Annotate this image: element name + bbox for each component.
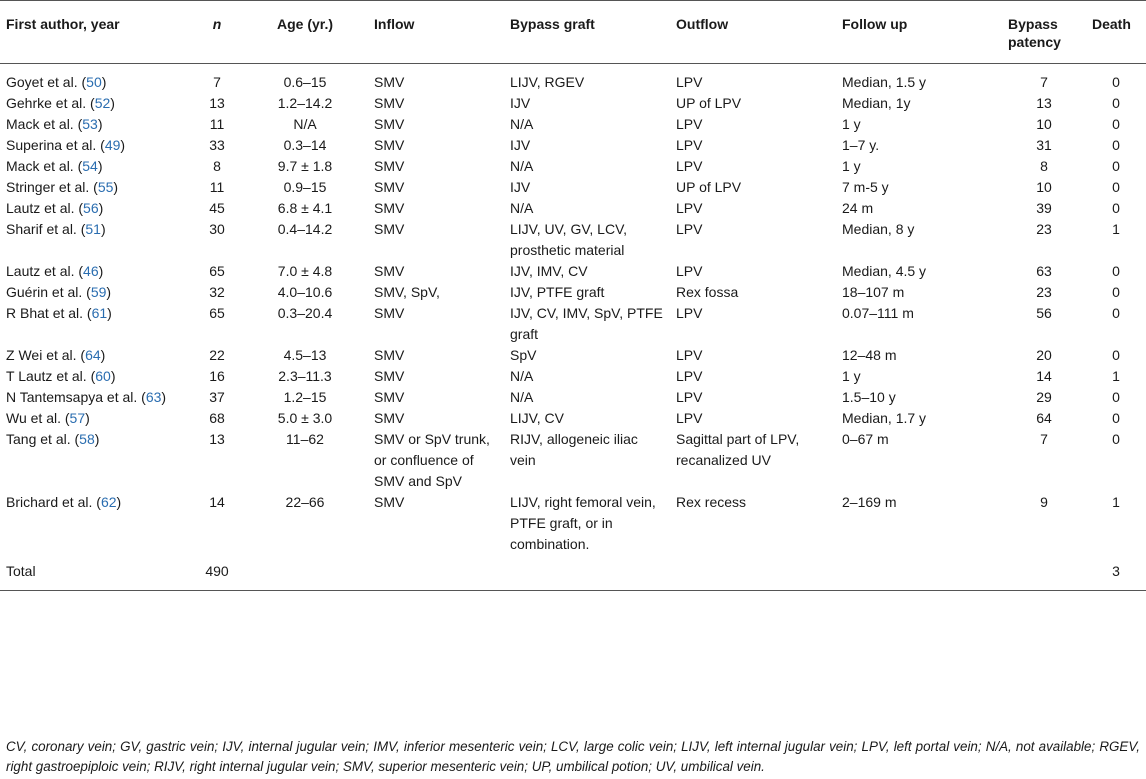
- cell-patency: 7: [1040, 431, 1048, 447]
- cell-author: [0, 93, 192, 114]
- table-row: [0, 387, 1146, 408]
- cell-follow-up: 18–107 m: [842, 284, 905, 300]
- cell-death: 0: [1112, 347, 1120, 363]
- cell-inflow: SMV: [374, 389, 405, 405]
- author-close-paren: ): [110, 368, 116, 384]
- cell-age: 6.8 ± 4.1: [277, 200, 333, 216]
- cell-patency: 23: [1036, 284, 1052, 300]
- table-row: [0, 156, 1146, 177]
- cell-outflow: LPV: [676, 158, 703, 174]
- cell-graft: RIJV, allogeneic iliac vein: [510, 431, 638, 468]
- cell-follow-up: 1–7 y.: [842, 137, 880, 153]
- cell-follow-up: 1 y: [842, 368, 861, 384]
- cell-n: 65: [209, 305, 225, 321]
- cell-inflow: SMV: [374, 158, 405, 174]
- header-inflow: Inflow: [374, 16, 415, 32]
- reference-link[interactable]: 57: [69, 410, 86, 426]
- cell-death: 0: [1112, 389, 1120, 405]
- cell-n: 11: [209, 179, 225, 195]
- cell-graft: N/A: [510, 116, 534, 132]
- cell-patency: 39: [1036, 200, 1052, 216]
- reference-link[interactable]: 52: [94, 95, 111, 111]
- header-n: n: [212, 16, 222, 32]
- cell-age: 0.6–15: [283, 74, 327, 90]
- table-row: [0, 261, 1146, 282]
- cell-inflow: SMV: [374, 347, 405, 363]
- cell-outflow: UP of LPV: [676, 179, 742, 195]
- total-row: [0, 555, 1146, 591]
- cell-outflow: Sagittal part of LPV, recanalized UV: [676, 431, 800, 468]
- cell-graft: N/A: [510, 158, 534, 174]
- cell-graft: IJV, PTFE graft: [510, 284, 605, 300]
- table-row: [0, 93, 1146, 114]
- cell-outflow: LPV: [676, 137, 703, 153]
- table-row: [0, 408, 1146, 429]
- cell-age: 5.0 ± 3.0: [277, 410, 333, 426]
- table-row: [0, 303, 1146, 345]
- cell-death: 1: [1112, 368, 1120, 384]
- cell-outflow: UP of LPV: [676, 95, 742, 111]
- cell-follow-up: 24 m: [842, 200, 874, 216]
- total-label: Total: [6, 563, 36, 579]
- cell-follow-up: Median, 1y: [842, 95, 911, 111]
- reference-link[interactable]: 64: [85, 347, 101, 363]
- cell-n: 37: [209, 389, 225, 405]
- reference-link[interactable]: 59: [90, 284, 107, 300]
- cell-death: 0: [1112, 263, 1120, 279]
- total-death: 3: [1112, 563, 1120, 579]
- reference-link[interactable]: 55: [97, 179, 114, 195]
- table-row: [0, 64, 1146, 94]
- cell-age: 1.2–15: [283, 389, 327, 405]
- cell-inflow: SMV: [374, 305, 405, 321]
- cell-age: 2.3–11.3: [278, 368, 332, 384]
- cell-age: N/A: [293, 116, 317, 132]
- cell-follow-up: 1 y: [842, 158, 861, 174]
- cell-death: 1: [1112, 494, 1120, 510]
- cell-death: 0: [1112, 431, 1120, 447]
- cell-author: [0, 408, 192, 429]
- cell-graft: SpV: [510, 347, 537, 363]
- header-author: First author, year: [6, 16, 120, 32]
- cell-n: 30: [209, 221, 225, 237]
- cell-age: 1.2–14.2: [277, 95, 333, 111]
- total-n: 490: [205, 563, 229, 579]
- author-close-paren: ): [113, 179, 119, 195]
- cell-follow-up: 7 m-5 y: [842, 179, 889, 195]
- cell-outflow: LPV: [676, 389, 703, 405]
- total-empty-cell: [368, 555, 504, 591]
- cell-death: 0: [1112, 116, 1120, 132]
- cell-outflow: LPV: [676, 74, 703, 90]
- table-row: [0, 282, 1146, 303]
- table-row: [0, 198, 1146, 219]
- cell-death: 1: [1112, 221, 1120, 237]
- cell-patency: 31: [1036, 137, 1052, 153]
- cell-patency: 8: [1040, 158, 1048, 174]
- author-name: Brichard et al. (: [6, 494, 101, 510]
- cell-outflow: LPV: [676, 305, 703, 321]
- total-empty-cell: [242, 555, 368, 591]
- cell-patency: 9: [1040, 494, 1048, 510]
- cell-age: 11–62: [286, 431, 324, 447]
- author-close-paren: ): [98, 200, 104, 216]
- reference-link[interactable]: 46: [83, 263, 99, 279]
- cell-author: [0, 303, 192, 345]
- cell-age: 7.0 ± 4.8: [277, 263, 333, 279]
- cell-patency: 56: [1036, 305, 1052, 321]
- total-empty-cell: [836, 555, 1002, 591]
- cell-graft: N/A: [510, 389, 534, 405]
- cell-graft: N/A: [510, 368, 534, 384]
- author-name: Mack et al. (: [6, 116, 83, 132]
- header-graft: Bypass graft: [510, 16, 595, 32]
- header-follow-up: Follow up: [842, 16, 908, 32]
- cell-author: [0, 156, 192, 177]
- cell-age: 22–66: [285, 494, 325, 510]
- cell-author: [0, 219, 192, 261]
- cell-patency: 64: [1036, 410, 1052, 426]
- author-name: Stringer et al. (: [6, 179, 98, 195]
- cell-author: [0, 177, 192, 198]
- table-row: [0, 345, 1146, 366]
- cell-outflow: Rex fossa: [676, 284, 739, 300]
- cell-n: 65: [209, 263, 225, 279]
- author-close-paren: ): [98, 263, 104, 279]
- table-row: [0, 366, 1146, 387]
- cell-age: 0.3–20.4: [277, 305, 333, 321]
- cell-patency: 10: [1036, 116, 1052, 132]
- author-name: Sharif et al. (: [6, 221, 86, 237]
- cell-death: 0: [1112, 95, 1120, 111]
- cell-author: [0, 261, 192, 282]
- cell-n: 33: [209, 137, 225, 153]
- cell-follow-up: 12–48 m: [842, 347, 897, 363]
- cell-patency: 7: [1040, 74, 1048, 90]
- cell-graft: LIJV, RGEV: [510, 74, 585, 90]
- cell-n: 32: [209, 284, 225, 300]
- cell-n: 16: [209, 368, 225, 384]
- author-name: Goyet et al. (: [6, 74, 87, 90]
- table-row: [0, 492, 1146, 555]
- cell-outflow: Rex recess: [676, 494, 747, 510]
- cell-follow-up: Median, 8 y: [842, 221, 915, 237]
- cell-inflow: SMV: [374, 116, 405, 132]
- cell-follow-up: Median, 1.5 y: [842, 74, 927, 90]
- cell-patency: 13: [1036, 95, 1052, 111]
- author-close-paren: ): [161, 389, 167, 405]
- cell-follow-up: Median, 4.5 y: [842, 263, 927, 279]
- cell-age: 4.5–13: [283, 347, 327, 363]
- reference-link[interactable]: 63: [145, 389, 162, 405]
- table-row: [0, 177, 1146, 198]
- cell-author: [0, 198, 192, 219]
- cell-n: 13: [209, 431, 225, 447]
- author-close-paren: ): [107, 305, 112, 321]
- author-close-paren: ): [110, 95, 115, 111]
- table-header: [0, 1, 1146, 64]
- cell-n: 14: [209, 494, 225, 510]
- table-row: [0, 219, 1146, 261]
- author-name: Wu et al. (: [6, 410, 70, 426]
- cell-graft: IJV, IMV, CV: [510, 263, 588, 279]
- cell-age: 0.9–15: [283, 179, 327, 195]
- cell-age: 9.7 ± 1.8: [277, 158, 333, 174]
- cell-inflow: SMV: [374, 494, 405, 510]
- cell-outflow: LPV: [676, 221, 703, 237]
- cell-follow-up: 0.07–111 m: [842, 305, 914, 321]
- cell-author: [0, 114, 192, 135]
- table-footnote: CV, coronary vein; GV, gastric vein; IJV, internal jugular vein; IMV, inferior mesenteric vein; LCV, large colic vein; LIJV, left internal jugular vein; LPV, left portal vein; N/A, not available; RGEV, right gastroepiploic vein; RIJV, right internal jugular vein; SMV, superior mesenteric vein; UP, umbilical potion; UV, umbilical vein.: [6, 739, 1140, 774]
- header-patency: [1002, 1, 1086, 64]
- cell-outflow: LPV: [676, 200, 703, 216]
- cell-death: 0: [1112, 305, 1120, 321]
- cell-inflow: SMV: [374, 200, 405, 216]
- cell-inflow: SMV, SpV,: [374, 284, 440, 300]
- cell-author: [0, 492, 192, 555]
- header-death: Death: [1092, 16, 1131, 32]
- cell-outflow: LPV: [676, 347, 703, 363]
- cell-age: 4.0–10.6: [277, 284, 333, 300]
- author-close-paren: ): [106, 284, 112, 300]
- cell-inflow: SMV or SpV trunk, or confluence of SMV and SpV: [374, 431, 490, 489]
- cell-patency: 14: [1036, 368, 1052, 384]
- cell-patency: 63: [1036, 263, 1052, 279]
- cell-death: 0: [1112, 284, 1120, 300]
- author-close-paren: ): [100, 221, 106, 237]
- cell-outflow: LPV: [676, 263, 703, 279]
- cell-patency: 23: [1036, 221, 1052, 237]
- cell-patency: 10: [1036, 179, 1052, 195]
- cell-graft: IJV: [510, 95, 531, 111]
- reference-link[interactable]: 62: [100, 494, 117, 510]
- cell-follow-up: 2–169 m: [842, 494, 897, 510]
- author-name: Tang et al. (: [6, 431, 80, 447]
- cell-inflow: SMV: [374, 74, 405, 90]
- author-name: Mack et al. (: [6, 158, 83, 174]
- reference-link[interactable]: 56: [83, 200, 99, 216]
- author-close-paren: ): [85, 410, 90, 426]
- author-name: Lautz et al. (: [6, 200, 84, 216]
- cell-inflow: SMV: [374, 263, 405, 279]
- author-close-paren: ): [120, 137, 126, 153]
- cell-death: 0: [1112, 200, 1120, 216]
- cell-graft: LIJV, CV: [510, 410, 564, 426]
- cell-inflow: SMV: [374, 221, 405, 237]
- cell-outflow: LPV: [676, 368, 703, 384]
- header-patency-line2: patency: [1008, 34, 1061, 50]
- author-close-paren: ): [116, 494, 122, 510]
- cell-author: [0, 64, 192, 94]
- cell-graft: LIJV, UV, GV, LCV, prosthetic material: [510, 221, 628, 258]
- table-row: [0, 429, 1146, 492]
- cell-author: [0, 387, 192, 408]
- author-name: Gehrke et al. (: [6, 95, 95, 111]
- cell-follow-up: 1.5–10 y: [842, 389, 896, 405]
- author-name: N Tantemsapya et al. (: [6, 389, 146, 405]
- cell-inflow: SMV: [374, 410, 405, 426]
- reference-link[interactable]: 61: [91, 305, 108, 321]
- cell-author: [0, 135, 192, 156]
- cell-age: 0.3–14: [283, 137, 327, 153]
- cell-graft: N/A: [510, 200, 534, 216]
- cell-death: 0: [1112, 158, 1120, 174]
- cell-author: [0, 366, 192, 387]
- cell-inflow: SMV: [374, 179, 405, 195]
- author-close-paren: ): [94, 431, 100, 447]
- cell-n: 8: [213, 158, 221, 174]
- author-close-paren: ): [101, 74, 107, 90]
- cell-inflow: SMV: [374, 368, 405, 384]
- cell-n: 11: [209, 116, 225, 132]
- cell-n: 45: [209, 200, 225, 216]
- total-empty-cell: [670, 555, 836, 591]
- cell-graft: IJV: [510, 137, 531, 153]
- header-age: Age (yr.): [276, 16, 333, 32]
- cell-death: 0: [1112, 74, 1120, 90]
- author-close-paren: ): [100, 347, 106, 363]
- author-close-paren: ): [97, 158, 103, 174]
- table-row: [0, 135, 1146, 156]
- author-name: Guérin et al. (: [6, 284, 91, 300]
- table-body: [0, 64, 1146, 591]
- cell-outflow: LPV: [676, 410, 703, 426]
- header-patency-line1: Bypass: [1008, 16, 1058, 32]
- cell-n: 22: [209, 347, 225, 363]
- cell-death: 0: [1112, 179, 1120, 195]
- cell-graft: IJV: [510, 179, 531, 195]
- cell-n: 13: [209, 95, 225, 111]
- cell-age: 0.4–14.2: [277, 221, 333, 237]
- total-empty-cell: [504, 555, 670, 591]
- author-name: Lautz et al. (: [6, 263, 84, 279]
- reference-link[interactable]: 54: [82, 158, 98, 174]
- cell-follow-up: Median, 1.7 y: [842, 410, 927, 426]
- cell-author: [0, 282, 192, 303]
- cell-inflow: SMV: [374, 95, 405, 111]
- total-empty-cell: [1002, 555, 1086, 591]
- cell-death: 0: [1112, 410, 1120, 426]
- cell-graft: IJV, CV, IMV, SpV, PTFE graft: [510, 305, 663, 342]
- cell-follow-up: 0–67 m: [842, 431, 889, 447]
- reference-link[interactable]: 60: [95, 368, 111, 384]
- reference-link[interactable]: 53: [82, 116, 98, 132]
- author-name: Z Wei et al. (: [6, 347, 86, 363]
- cell-patency: 29: [1036, 389, 1052, 405]
- cell-n: 68: [209, 410, 225, 426]
- reference-link[interactable]: 49: [104, 137, 121, 153]
- cell-author: [0, 429, 192, 492]
- reference-link[interactable]: 58: [79, 431, 95, 447]
- table-row: [0, 114, 1146, 135]
- header-row: [0, 1, 1146, 64]
- author-close-paren: ): [97, 116, 103, 132]
- author-name: Superina et al. (: [6, 137, 105, 153]
- reference-link[interactable]: 50: [86, 74, 102, 90]
- cell-follow-up: 1 y: [842, 116, 861, 132]
- reference-link[interactable]: 51: [85, 221, 101, 237]
- cell-graft: LIJV, right femoral vein, PTFE graft, or in combination.: [510, 494, 656, 552]
- cell-death: 0: [1112, 137, 1120, 153]
- cell-outflow: LPV: [676, 116, 703, 132]
- author-name: R Bhat et al. (: [6, 305, 92, 321]
- header-outflow: Outflow: [676, 16, 729, 32]
- author-name: T Lautz et al. (: [6, 368, 96, 384]
- cell-patency: 20: [1036, 347, 1052, 363]
- cell-n: 7: [213, 74, 221, 90]
- cell-inflow: SMV: [374, 137, 405, 153]
- cell-author: [0, 345, 192, 366]
